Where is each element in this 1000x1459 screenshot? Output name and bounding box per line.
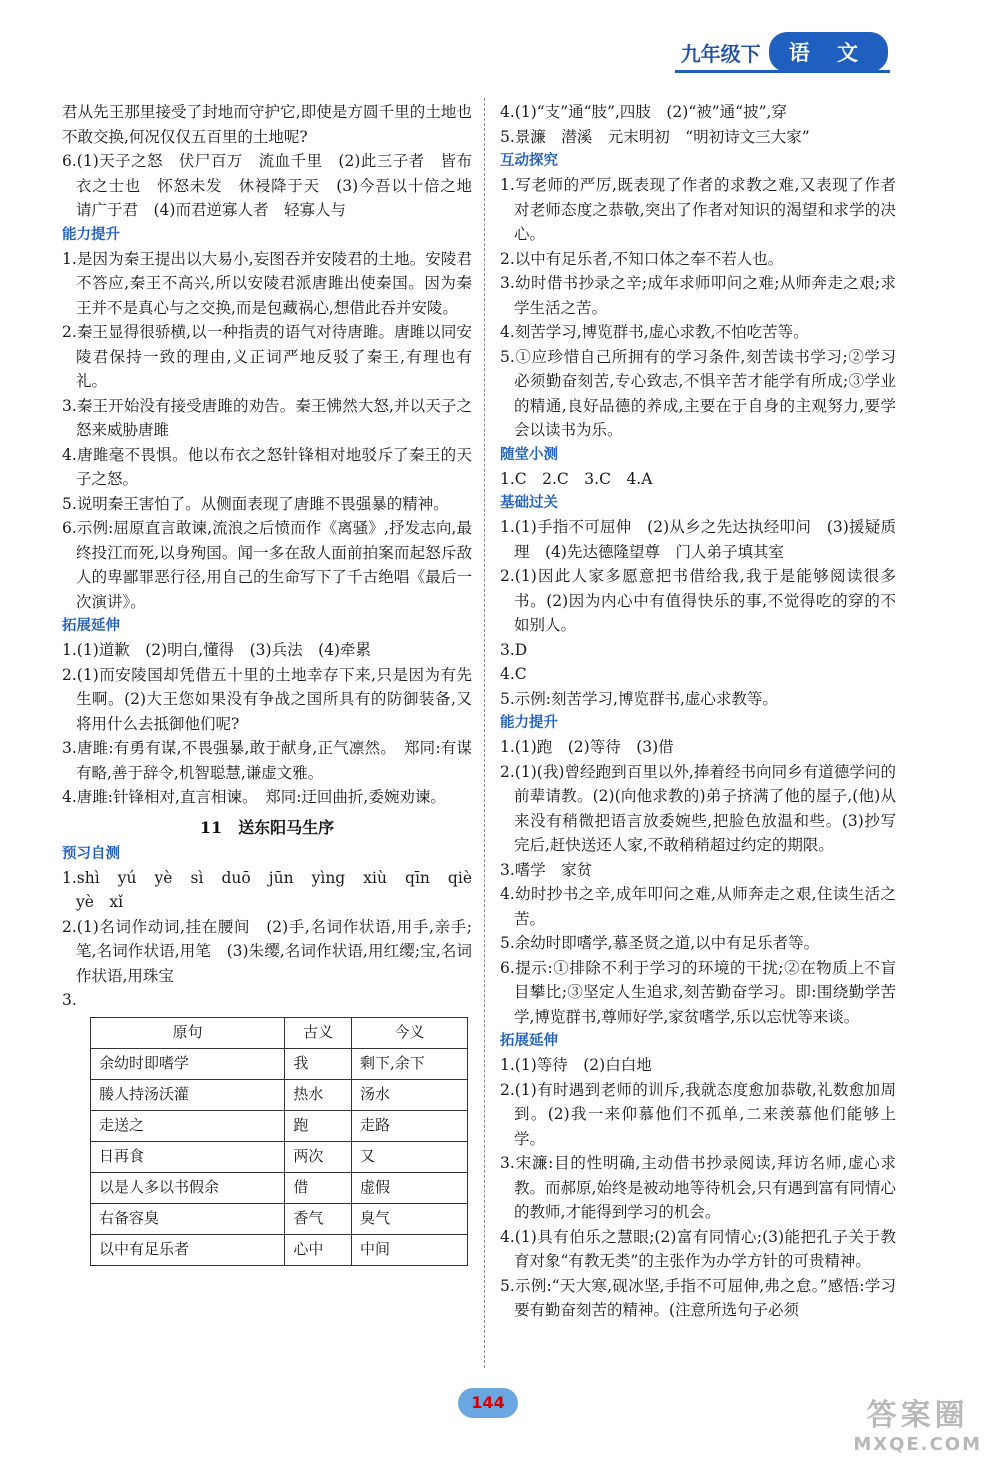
page-number: 144 xyxy=(458,1388,518,1418)
answer-item: 4.(1)“支”通“肢”,四肢 (2)“被”通“披”,穿 xyxy=(500,103,787,121)
answer-item: 2.(1)(我)曾经跑到百里以外,捧着经书向同乡有道德学问的前辈请教。(2)(向他求教的)弟子挤满了他的屋子,(他)从来没有稍微把语言放委婉些,把脸色放温和些。(3)抄写完后,赶快送还人家,不敢稍稍超过约定的期限。 xyxy=(500,762,896,854)
answer-item: 5.说明秦王害怕了。从侧面表现了唐雎不畏强暴的精神。 xyxy=(62,494,449,513)
table-cell: 剩下,余下 xyxy=(352,1048,468,1079)
table-header-row xyxy=(91,1017,468,1048)
grade-label: 九年级下 xyxy=(680,41,761,66)
table-header: 原句 xyxy=(91,1017,285,1048)
section-heading: 拓展延伸 xyxy=(62,618,120,634)
table-cell: 汤水 xyxy=(352,1079,468,1110)
answer-item: 1.写老师的严厉,既表现了作者的求教之难,又表现了作者对老师态度之恭敬,突出了作者对知识的渴望和求学的决心。 xyxy=(500,176,896,243)
answer-item: 5.余幼时即嗜学,慕圣贤之道,以中有足乐者等。 xyxy=(500,934,820,952)
table-row xyxy=(91,1079,468,1110)
answer-item: 3.宋濂:目的性明确,主动借书抄录阅读,拜访名师,虚心求教。而郝原,始终是被动地等待机会,只有遇到富有同情心的教师,才能得到学习的机会。 xyxy=(500,1154,896,1221)
table-cell: 以中有足乐者 xyxy=(91,1234,285,1265)
table-cell: 日再食 xyxy=(91,1141,285,1172)
table-cell: 虚假 xyxy=(352,1172,468,1203)
table-header: 今义 xyxy=(352,1017,468,1048)
section-heading: 随堂小测 xyxy=(500,446,558,463)
table-cell: 借 xyxy=(285,1172,352,1203)
section-heading: 基础过关 xyxy=(500,495,558,511)
answer-item: 3.嗜学 家贫 xyxy=(500,860,593,879)
table-cell: 中间 xyxy=(352,1234,468,1265)
table-cell: 走路 xyxy=(352,1110,468,1141)
answer-item: 3.唐雎:有勇有谋,不畏强暴,敢于献身,正气凛然。 郑同:有谋有略,善于辞令,机智聪慧,谦虚文雅。 xyxy=(62,739,472,782)
table-cell: 右备容臭 xyxy=(91,1203,285,1234)
answer-item: 4.(1)具有伯乐之慧眼;(2)富有同情心;(3)能把孔子关于教育对象“有教无类”的主张作为办学方针的可贵精神。 xyxy=(500,1227,896,1270)
table-row xyxy=(91,1048,468,1079)
answer-item: 2.(1)因此人家多愿意把书借给我,我于是能够阅读很多书。(2)因为内心中有值得快乐的事,不觉得吃的穿的不如别人。 xyxy=(500,567,896,634)
column-divider xyxy=(484,98,485,1368)
table-cell: 臭气 xyxy=(352,1203,468,1234)
right-column xyxy=(500,100,896,1323)
table-cell: 香气 xyxy=(285,1203,352,1234)
answer-item: 1.C 2.C 3.C 4.A xyxy=(500,469,653,488)
answer-item: 4.刻苦学习,博览群书,虚心求教,不怕吃苦等。 xyxy=(500,323,809,341)
table-row xyxy=(91,1172,468,1203)
answer-item: 3.幼时借书抄录之辛;成年求师叩问之难;从师奔走之艰;求学生活之苦。 xyxy=(500,274,896,317)
table-cell: 心中 xyxy=(285,1234,352,1265)
answer-item: 3.秦王开始没有接受唐雎的劝告。秦王怫然大怒,并以天子之怒来威胁唐雎 xyxy=(62,396,472,439)
table-row xyxy=(91,1234,468,1265)
section-heading: 预习自测 xyxy=(62,845,120,862)
answer-item: 5.景濂 潜溪 元末明初 “明初诗文三大家” xyxy=(500,127,810,146)
table-row xyxy=(91,1110,468,1141)
watermark-url: MXQE.COM xyxy=(853,1434,982,1455)
table-cell: 余幼时即嗜学 xyxy=(91,1048,285,1079)
answer-item: 4.C xyxy=(500,665,527,683)
table-row xyxy=(91,1203,468,1234)
answer-item: 6.提示:①排除不利于学习的环境的干扰;②在物质上不盲目攀比;③坚定人生追求,刻苦勤奋学习。即:围绕勤学苦学,博览群书,尊师好学,家贫嗜学,乐以忘忧等来谈。 xyxy=(500,958,896,1026)
section-heading: 能力提升 xyxy=(500,715,558,731)
answer-item: 1.(1)手指不可屈伸 (2)从乡之先达执经叩问 (3)援疑质理 (4)先达德隆望尊 门人弟子填其室 xyxy=(500,518,896,561)
answer-item: 2.(1)有时遇到老师的训斥,我就态度愈加恭敬,礼数愈加周到。(2)我一来仰慕他们不孤单,二来羡慕他们能够上学。 xyxy=(500,1080,896,1148)
section-heading: 互动探究 xyxy=(500,153,558,169)
table-header: 古义 xyxy=(285,1017,352,1048)
answer-item: 1.shì yú yè sì duō jūn yìng xiù qīn qiè yè xǐ xyxy=(62,868,488,911)
answer-item: 1.(1)道歉 (2)明白,懂得 (3)兵法 (4)牵累 xyxy=(62,641,372,659)
answer-item: 1.(1)跑 (2)等待 (3)借 xyxy=(500,738,674,756)
table-row xyxy=(91,1141,468,1172)
section-heading: 能力提升 xyxy=(62,226,120,243)
answer-item: 2.(1)名词作动词,挂在腰间 (2)手,名词作状语,用手,亲手;笔,名词作状语,用笔 (3)朱缨,名词作状语,用红缨;宝,名词作状语,用珠宝 xyxy=(62,917,472,985)
table-cell: 跑 xyxy=(285,1110,352,1141)
answer-item: 3. xyxy=(62,991,77,1009)
answer-item: 5.示例:“天大寒,砚冰坚,手指不可屈伸,弗之怠。”感悟:学习要有勤奋刻苦的精神。(注意所选句子必须 xyxy=(500,1276,896,1319)
answer-item: 2.秦王显得很骄横,以一种指责的语气对待唐雎。唐雎以同安陵君保持一致的理由,义正词严地反驳了秦王,有理也有礼。 xyxy=(62,323,472,390)
page-header xyxy=(681,30,888,74)
answer-item: 2.以中有足乐者,不知口体之奉不若人也。 xyxy=(500,249,784,268)
section-heading: 拓展延伸 xyxy=(500,1033,558,1049)
answer-item: 2.(1)而安陵国却凭借五十里的土地幸存下来,只是因为有先生啊。(2)大王您如果没有争战之国所具有的防御装备,又将用什么去抵御他们呢? xyxy=(62,665,472,733)
lesson-title: 11 送东阳马生序 xyxy=(199,817,335,837)
header-rule xyxy=(675,70,890,73)
subject-badge: 语 文 xyxy=(769,32,888,72)
answer-item: 3.D xyxy=(500,640,528,659)
left-column xyxy=(62,100,488,1266)
answer-item: 6.示例:屈原直言敢谏,流浪之后愤而作《离骚》,抒发志向,最终投江而死,以身殉国。闻一多在敌人面前拍案而起怒斥敌人的卑鄙罪恶行径,用自己的生命写下了千古绝唱《最后一次演讲》。 xyxy=(62,519,472,611)
table-cell: 热水 xyxy=(285,1079,352,1110)
watermark-logo xyxy=(853,1390,982,1455)
table-cell: 媵人持汤沃灌 xyxy=(91,1079,285,1110)
answer-item: 4.唐雎毫不畏惧。他以布衣之怒针锋相对地驳斥了秦王的天子之怒。 xyxy=(62,445,472,488)
answer-item: 君从先王那里接受了封地而守护它,即使是方圆千里的土地也不敢交换,何况仅仅五百里的土地呢? xyxy=(62,103,472,146)
table-cell: 走送之 xyxy=(91,1110,285,1141)
watermark-text: 答案圈 xyxy=(866,1398,969,1433)
table-cell: 又 xyxy=(352,1141,468,1172)
answer-item: 6.(1)天子之怒 伏尸百万 流血千里 (2)此三子者 皆布衣之士也 怀怒未发 休祲降于天 (3)今吾以十倍之地 请广于君 (4)而君逆寡人者 轻寡人与 xyxy=(62,152,488,219)
answer-item: 4.幼时抄书之辛,成年叩问之难,从师奔走之艰,住读生活之苦。 xyxy=(500,885,896,928)
table-cell: 以是人多以书假余 xyxy=(91,1172,285,1203)
table-cell: 我 xyxy=(285,1048,352,1079)
answer-item: 1.(1)等待 (2)白白地 xyxy=(500,1056,652,1074)
answer-item: 1.是因为秦王提出以大易小,妄图吞并安陵君的土地。安陵君不答应,秦王不高兴,所以安陵君派唐雎出使秦国。因为秦王并不是真心与之交换,而是包藏祸心,想借此吞并安陵。 xyxy=(62,249,472,317)
answer-item: 4.唐雎:针锋相对,直言相谏。 郑同:迂回曲折,委婉劝谏。 xyxy=(62,788,446,806)
table-cell: 两次 xyxy=(285,1141,352,1172)
answer-item: 5.①应珍惜自己所拥有的学习条件,刻苦读书学习;②学习必须勤奋刻苦,专心致志,不惧辛苦才能学有所成;③学业的精通,良好品德的养成,主要在于自身的主观努力,要学会以读书为乐。 xyxy=(500,347,896,439)
word-meaning-table xyxy=(90,1017,468,1266)
answer-item: 5.示例:刻苦学习,博览群书,虚心求教等。 xyxy=(500,689,778,708)
